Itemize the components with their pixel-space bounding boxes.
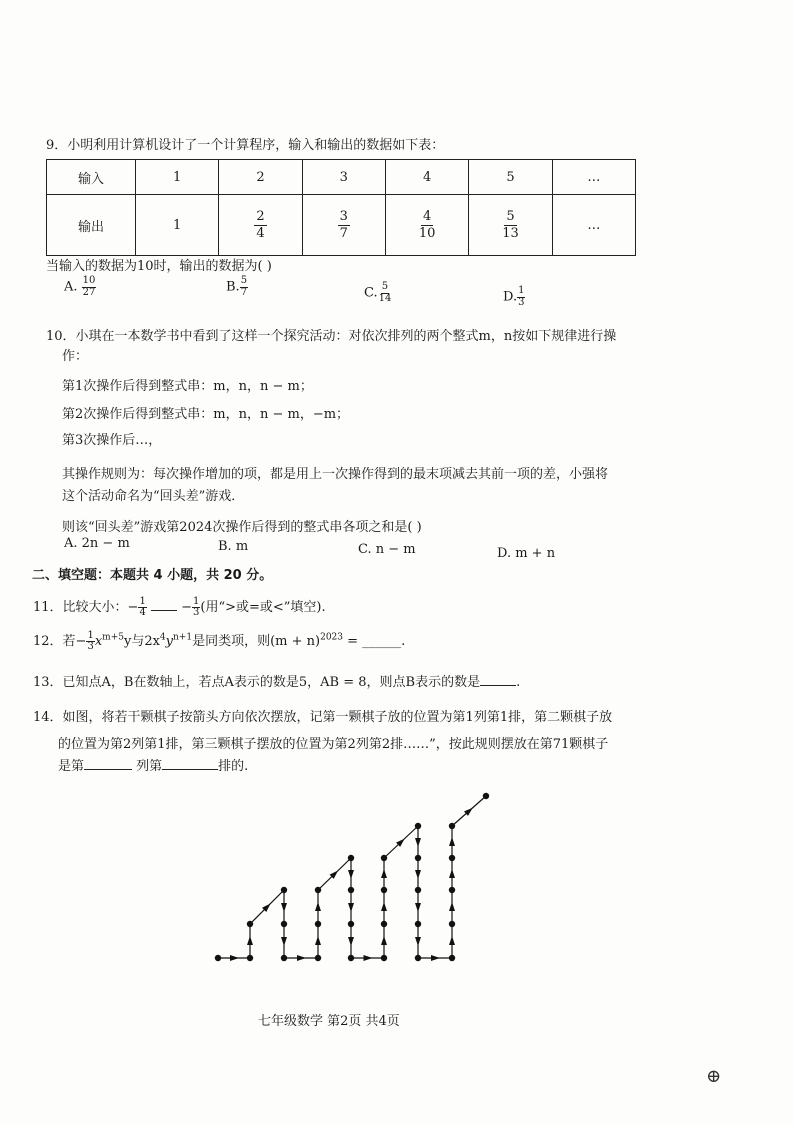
chess-piece-dot [381, 855, 387, 861]
arrow-icon [381, 869, 387, 878]
chess-piece-dot [315, 921, 321, 927]
chess-piece-dot [215, 955, 221, 961]
q9-question: 当输入的数据为10时，输出的数据为( ) [46, 259, 272, 274]
q12-suffix: = ______. [343, 634, 406, 649]
q11-prefix: 11．比较大小：− [33, 600, 139, 615]
chess-piece-dot [247, 921, 253, 927]
option-letter: A. [64, 279, 78, 295]
q10-line2: 作： [62, 349, 89, 364]
chess-piece-dot [381, 887, 387, 893]
chess-piece-dot [281, 887, 287, 893]
chess-piece-dot [381, 955, 387, 961]
q10-rule2: 这个活动命名为“回头差”游戏． [62, 489, 245, 504]
arrow-icon [315, 936, 321, 945]
chess-piece-dot [281, 921, 287, 927]
denominator: 4 [256, 225, 265, 241]
denominator: 3 [518, 296, 525, 308]
q12-text: y与2x [123, 634, 160, 649]
var-x: x [94, 634, 103, 649]
numerator: 4 [423, 208, 432, 224]
section-title: 二、填空题：本题共 4 小题，共 20 分。 [32, 568, 273, 583]
chess-piece-dot [415, 855, 421, 861]
q10-option-c: C. n − m [358, 542, 416, 557]
arrow-icon [281, 903, 287, 912]
numerator: 1 [87, 629, 94, 641]
numerator: 1 [193, 595, 200, 607]
q12-prefix: 12．若− [33, 634, 87, 649]
arrow-icon [431, 955, 440, 961]
table-cell: 3 [302, 160, 385, 195]
chess-piece-dot [415, 887, 421, 893]
arrow-icon [449, 936, 455, 945]
page-footer: 七年级数学 第2页 共4页 [258, 1014, 400, 1029]
q10-step3: 第3次操作后…， [62, 433, 162, 448]
arrow-icon [247, 936, 253, 945]
q10-option-d: D. m + n [497, 546, 556, 561]
chess-piece-dot [415, 955, 421, 961]
chess-piece-dot [415, 921, 421, 927]
q14-text: 排的. [218, 759, 249, 774]
chess-piece-dot [315, 887, 321, 893]
arrow-icon [348, 870, 354, 879]
numerator: 1 [518, 285, 525, 296]
numerator: 5 [381, 281, 389, 292]
q10-step1: 第1次操作后得到整式串：m，n，n − m； [62, 379, 313, 394]
chess-piece-dot [348, 955, 354, 961]
chess-piece-dot [449, 855, 455, 861]
q14-text: 列第 [136, 759, 163, 774]
exponent: n+1 [173, 632, 193, 643]
q9-stem: 9．小明利用计算机设计了一个计算程序，输入和输出的数据如下表： [46, 138, 445, 153]
chess-piece-dot [415, 823, 421, 829]
arrow-icon [449, 837, 455, 846]
table-cell: 5 [469, 160, 552, 195]
q11-minus: − [181, 600, 192, 615]
denominator: 14 [378, 292, 392, 304]
q10-step2: 第2次操作后得到整式串：m，n，n − m，−m； [62, 407, 350, 422]
q10-option-a: A. 2n − m [64, 536, 130, 551]
output-value: 1 [173, 217, 182, 233]
chess-piece-dot [381, 921, 387, 927]
exponent: m+5 [102, 632, 124, 643]
arrow-icon [315, 902, 321, 911]
option-letter: C. [364, 285, 378, 301]
exponent: 2023 [320, 632, 344, 643]
exponent: 4 [159, 632, 166, 643]
numerator: 5 [506, 208, 515, 224]
arrow-icon [381, 936, 387, 945]
chess-piece-dot [348, 921, 354, 927]
arrow-icon [363, 955, 372, 961]
q10-option-b: B. m [218, 539, 249, 554]
arrow-icon [449, 902, 455, 911]
chess-piece-dot [449, 921, 455, 927]
chess-piece-dot [247, 955, 253, 961]
denominator: 7 [339, 225, 348, 241]
arrow-icon [230, 955, 239, 961]
option-letter: D. [503, 289, 518, 305]
output-value: … [587, 217, 601, 233]
denominator: 3 [87, 641, 94, 652]
chess-piece-dot [348, 887, 354, 893]
table-header-input: 输入 [47, 160, 136, 195]
arrow-icon [449, 869, 455, 878]
arrow-icon [281, 937, 287, 946]
arrow-icon [348, 937, 354, 946]
q10-question: 则该“回头差”游戏第2024次操作后得到的整式串各项之和是( ) [62, 520, 422, 535]
chess-piece-dot [281, 955, 287, 961]
denominator: 13 [502, 225, 519, 241]
var-y: y [165, 634, 174, 649]
option-letter: B. [226, 279, 240, 295]
chess-piece-dot [315, 955, 321, 961]
q13-text: 13．已知点A，B在数轴上，若点A表示的数是5，AB = 8，则点B表示的数是 [33, 675, 481, 690]
denominator: 4 [139, 607, 146, 618]
q10-line1: 10．小琪在一本数学书中看到了这样一个探究活动：对依次排列的两个整式m，n按如下规律进行操 [46, 329, 617, 344]
corner-mark-icon: ⊕ [706, 1066, 722, 1087]
q10-rule1: 其操作规则为：每次操作增加的项，都是用上一次操作得到的最末项减去其前一项的差，小强将 [62, 467, 609, 482]
arrow-icon [297, 955, 306, 961]
denominator: 7 [240, 286, 248, 298]
q13-suffix: . [516, 675, 521, 690]
numerator: 2 [256, 208, 265, 224]
arrow-icon [415, 903, 421, 912]
numerator: 1 [139, 595, 146, 607]
denominator: 27 [82, 286, 96, 298]
q11-suffix: (用“>或=或<”填空). [200, 600, 326, 615]
q12-text: 是同类项，则(m + n) [192, 634, 321, 649]
chess-piece-dot [483, 793, 489, 799]
table-cell: 2 [219, 160, 302, 195]
q14-line1: 14．如图，将若干颗棋子按箭头方向依次摆放，记第一颗棋子放的位置为第1列第1排，第二颗棋子放 [33, 710, 613, 725]
chess-piece-dot [449, 955, 455, 961]
table-cell: 1 [136, 160, 219, 195]
arrow-icon [348, 903, 354, 912]
numerator: 5 [240, 275, 248, 286]
arrow-icon [415, 870, 421, 879]
table-cell: 4 [385, 160, 468, 195]
table-cell: … [552, 160, 635, 195]
denominator: 10 [418, 225, 436, 241]
q14-text: 是第 [58, 759, 85, 774]
q14-line2: 的位置为第2列第1排，第三颗棋子摆放的位置为第2列第2排……”，按此规则摆放在第71颗棋子 [58, 737, 609, 752]
table-header-output: 输出 [47, 195, 136, 256]
chess-piece-dot [348, 855, 354, 861]
numerator: 10 [82, 275, 96, 286]
arrow-icon [415, 838, 421, 847]
chess-piece-dot [449, 823, 455, 829]
numerator: 3 [339, 208, 348, 224]
chess-piece-dot [449, 887, 455, 893]
arrow-icon [381, 902, 387, 911]
arrow-icon [415, 937, 421, 946]
denominator: 3 [193, 607, 200, 618]
